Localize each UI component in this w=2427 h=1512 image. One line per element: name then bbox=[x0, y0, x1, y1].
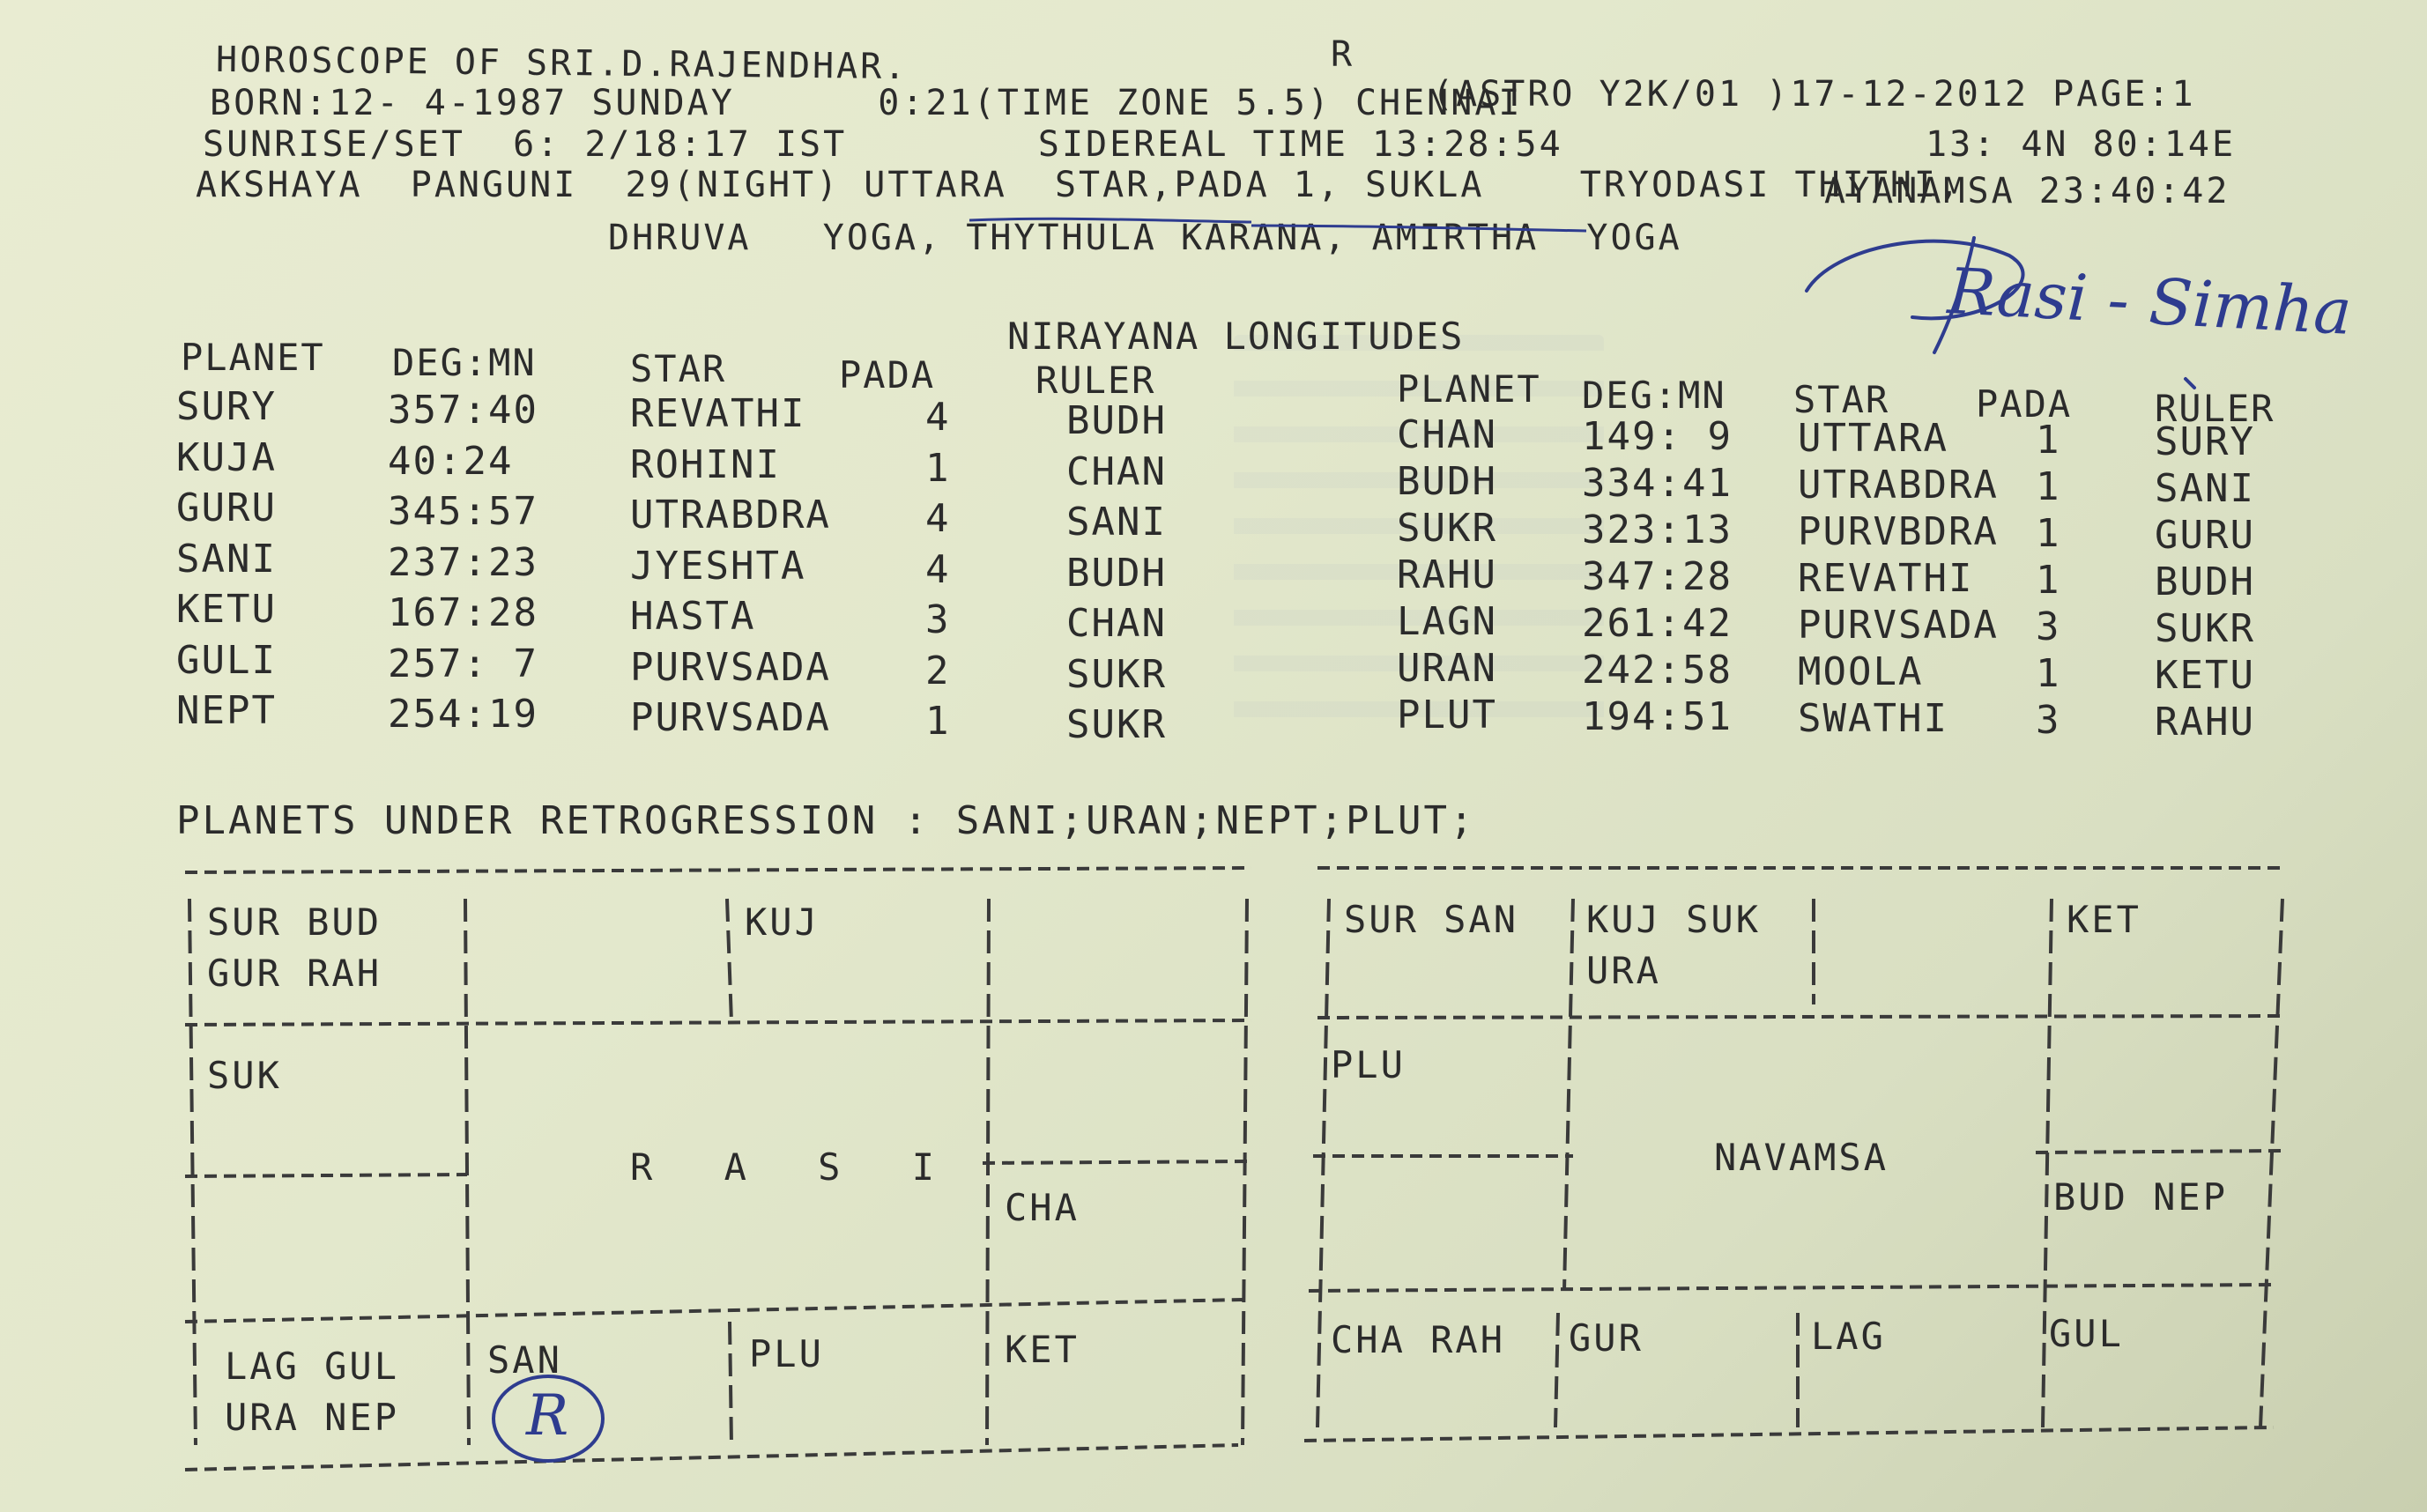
table-cell: 357:40 bbox=[388, 388, 538, 433]
table-cell: NEPT bbox=[176, 688, 277, 733]
table-cell: PURVSADA bbox=[630, 644, 831, 690]
rasi-label: R A S I bbox=[630, 1145, 960, 1189]
col-header-star: STAR bbox=[630, 347, 727, 390]
navamsa-cell-leo: BUD NEP bbox=[2053, 1175, 2229, 1219]
table-cell: 3 bbox=[2036, 698, 2061, 743]
navamsa-cell-scorpio: GUR bbox=[1569, 1316, 1644, 1360]
table-cell: 2 bbox=[925, 648, 951, 693]
table-cell: 242:58 bbox=[1582, 648, 1733, 693]
table-cell: KUJA bbox=[176, 434, 277, 480]
table-cell: MOOLA bbox=[1798, 649, 1924, 694]
table-cell: REVATHI bbox=[1798, 556, 1974, 601]
navamsa-cell-pisces: SUR SAN bbox=[1344, 898, 1519, 941]
table-cell: REVATHI bbox=[630, 391, 806, 436]
table-cell: 4 bbox=[925, 496, 951, 541]
birth-details: BORN:12- 4-1987 SUNDAY 0:21(TIME ZONE 5.5) CHENNAI bbox=[210, 83, 1523, 123]
table-cell: 194:51 bbox=[1582, 694, 1733, 739]
table-cell: BUDH bbox=[1066, 398, 1167, 443]
table-cell: GULI bbox=[176, 637, 277, 683]
table-cell: CHAN bbox=[1066, 601, 1167, 646]
table-cell: UTRABDRA bbox=[630, 493, 831, 537]
retro-mark: R bbox=[526, 1383, 569, 1449]
table-cell: GURU bbox=[2155, 513, 2255, 558]
col-header-ruler: RULER bbox=[1035, 359, 1156, 402]
table-cell: 3 bbox=[925, 597, 951, 642]
sunrise-details: SUNRISE/SET 6: 2/18:17 IST SIDEREAL TIME 13:28:54 bbox=[203, 124, 1563, 165]
table-cell: SURY bbox=[176, 384, 277, 429]
yoga-line: DHRUVA YOGA, THYTHULA KARANA, AMIRTHA YOGA bbox=[608, 218, 1682, 258]
rasi-cell-sagittarius: LAG GUL URA NEP bbox=[225, 1345, 400, 1439]
table-cell: BUDH bbox=[1397, 459, 1497, 504]
table-cell: KETU bbox=[2155, 653, 2255, 698]
table-cell: HASTA bbox=[630, 594, 756, 639]
table-cell: 149: 9 bbox=[1582, 414, 1733, 459]
page-title: HOROSCOPE OF SRI.D.RAJENDHAR. bbox=[215, 39, 909, 88]
table-cell: 345:57 bbox=[388, 489, 538, 534]
table-cell: SUKR bbox=[1397, 506, 1497, 551]
software-info: (ASTRO Y2K/01 )17-12-2012 PAGE:1 bbox=[1432, 74, 2196, 115]
table-cell: 323:13 bbox=[1582, 508, 1733, 552]
table-cell: KETU bbox=[176, 587, 277, 632]
rasi-cell-leo: CHA bbox=[1005, 1186, 1080, 1229]
table-cell: JYESHTA bbox=[630, 543, 806, 589]
navamsa-cell-libra: LAG bbox=[1811, 1315, 1886, 1358]
table-cell: PURVBDRA bbox=[1798, 509, 1999, 554]
table-cell: 237:23 bbox=[388, 539, 538, 585]
table-cell: BUDH bbox=[1066, 550, 1167, 596]
rasi-cell-virgo: KET bbox=[1005, 1328, 1080, 1371]
table-cell: SANI bbox=[1066, 500, 1167, 545]
table-cell: SURY bbox=[2155, 419, 2255, 464]
table-cell: CHAN bbox=[1066, 448, 1167, 494]
nirayana-title: NIRAYANA LONGITUDES bbox=[1007, 315, 1465, 358]
navamsa-cell-sagittarius: CHA RAH bbox=[1331, 1318, 1506, 1361]
rasi-cell-pisces: SUR BUD GUR RAH bbox=[207, 901, 382, 995]
table-cell: 334:41 bbox=[1582, 461, 1733, 506]
table-cell: SWATHI bbox=[1798, 696, 1948, 741]
coordinates: 13: 4N 80:14E bbox=[1926, 124, 2237, 165]
table-cell: PURVSADA bbox=[1798, 603, 1999, 648]
rasi-cell-aquarius: SUK bbox=[207, 1054, 282, 1097]
table-cell: 347:28 bbox=[1582, 554, 1733, 599]
table-cell: UTRABDRA bbox=[1798, 463, 1999, 508]
navamsa-cell-gemini: KET bbox=[2067, 898, 2141, 941]
ayanamsa: AYANAMSA 23:40:42 bbox=[1824, 171, 2230, 211]
col-header-pada: PADA bbox=[839, 353, 936, 397]
handwritten-note: Rasi - Simha bbox=[1946, 254, 2354, 349]
table-cell: SANI bbox=[2155, 466, 2255, 511]
rasi-cell-scorpio: SAN bbox=[487, 1338, 562, 1382]
table-cell: 3 bbox=[2036, 604, 2061, 649]
col-header-degmn: DEG:MN bbox=[1582, 374, 1726, 417]
col-header-pada: PADA bbox=[1976, 382, 2073, 426]
navamsa-label: NAVAMSA bbox=[1714, 1136, 1889, 1179]
navamsa-cell-virgo: GUL bbox=[2049, 1312, 2124, 1355]
table-cell: PLUT bbox=[1397, 693, 1497, 737]
table-cell: 167:28 bbox=[388, 590, 538, 635]
navamsa-cell-aries: KUJ SUK URA bbox=[1586, 898, 1762, 992]
table-cell: URAN bbox=[1397, 646, 1497, 691]
table-cell: CHAN bbox=[1397, 412, 1497, 457]
table-cell: 1 bbox=[2036, 558, 2061, 603]
rasi-cell-libra: PLU bbox=[749, 1332, 824, 1375]
table-cell: 4 bbox=[925, 395, 951, 440]
table-cell: SANI bbox=[176, 536, 277, 582]
table-cell: LAGN bbox=[1397, 599, 1497, 644]
table-cell: SUKR bbox=[1066, 651, 1167, 697]
col-header-ruler: RULER bbox=[2155, 387, 2275, 430]
table-cell: BUDH bbox=[2155, 560, 2255, 604]
panchanga-line: AKSHAYA PANGUNI 29(NIGHT) UTTARA STAR,PADA 1, SUKLA TRYODASI THITHI, bbox=[196, 165, 1963, 205]
col-header-planet: PLANET bbox=[181, 336, 325, 379]
table-cell: ROHINI bbox=[630, 441, 781, 487]
table-cell: PURVSADA bbox=[630, 695, 831, 740]
table-cell: 4 bbox=[925, 546, 951, 592]
navamsa-cell-aquarius: PLU bbox=[1331, 1043, 1406, 1086]
table-cell: GURU bbox=[176, 485, 277, 530]
rasi-cell-taurus: KUJ bbox=[745, 901, 820, 944]
table-cell: SUKR bbox=[2155, 606, 2255, 651]
col-header-degmn: DEG:MN bbox=[392, 341, 537, 384]
table-cell: 257: 7 bbox=[388, 641, 538, 686]
table-cell: 40:24 bbox=[388, 438, 514, 484]
table-cell: 1 bbox=[2036, 418, 2061, 463]
table-cell: 1 bbox=[2036, 651, 2061, 696]
col-header-star: STAR bbox=[1793, 378, 1890, 421]
table-cell: 1 bbox=[925, 699, 951, 744]
col-header-planet: PLANET bbox=[1397, 367, 1541, 411]
table-cell: UTTARA bbox=[1798, 416, 1948, 461]
table-cell: RAHU bbox=[2155, 700, 2255, 745]
table-cell: 1 bbox=[2036, 464, 2061, 509]
header-mark: R bbox=[1331, 34, 1355, 75]
table-cell: RAHU bbox=[1397, 552, 1497, 597]
table-cell: 261:42 bbox=[1582, 601, 1733, 646]
table-cell: 254:19 bbox=[388, 692, 538, 737]
table-cell: SUKR bbox=[1066, 702, 1167, 747]
table-cell: 1 bbox=[925, 445, 951, 491]
table-cell: 1 bbox=[2036, 511, 2061, 556]
retrogression-line: PLANETS UNDER RETROGRESSION : SANI;URAN;NEPT;PLUT; bbox=[176, 798, 1476, 843]
